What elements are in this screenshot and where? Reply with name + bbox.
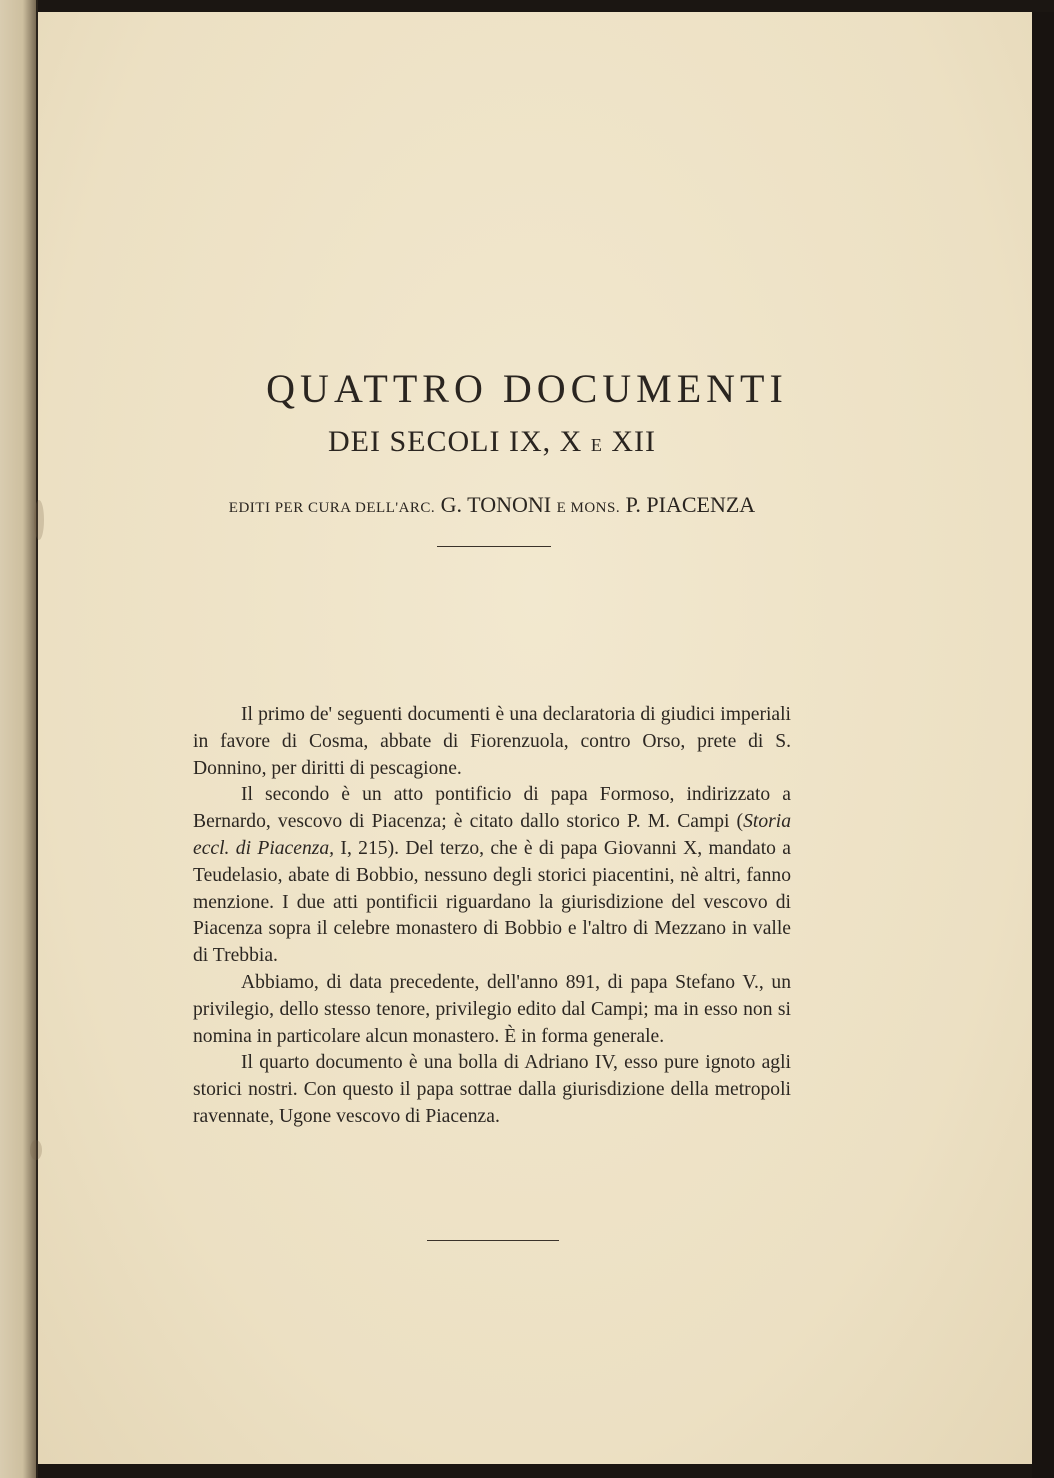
book-gutter bbox=[0, 0, 38, 1478]
document-title: QUATTRO DOCUMENTI bbox=[266, 366, 788, 411]
paragraph-2-end: I, 215). Del terzo, che è di papa Giovanni X, mandato a Teudelasio, abate di Bobbio, nessuno degli storici piacentini, nè altri, fanno menzione. I due atti pontificii riguardano la giurisdizione del vescovo di Piacenza sopra il celebre monastero di Bobbio e l'altro di Mezzano in valle di Trebbia. bbox=[193, 837, 791, 967]
editors-part3: E MONS. bbox=[556, 500, 621, 516]
subtitle-conjunction: E bbox=[590, 435, 603, 455]
paragraph-2 bbox=[193, 782, 791, 970]
subtitle-prefix: DEI SECOLI IX, X bbox=[328, 425, 583, 458]
editors-line bbox=[0, 492, 984, 518]
paragraph-3: Abbiamo, di data precedente, dell'anno 891, di papa Stefano V., un privilegio, dello stesso tenore, privilegio edito dal Campi; ma in esso non si nomina in particolare alcun monastero. È in forma generale. bbox=[193, 971, 791, 1047]
page-right-edge bbox=[1032, 12, 1054, 1478]
divider-rule-top bbox=[437, 546, 551, 547]
paragraph-1: Il primo de' seguenti documenti è una declaratoria di giudici imperiali in favore di Cosma, abbate di Fiorenzuola, contro Orso, prete di S. Donnino, per diritti di pescagione. bbox=[193, 704, 791, 779]
document-subtitle bbox=[0, 425, 984, 459]
binding-stain bbox=[30, 1140, 42, 1160]
subtitle-suffix: XII bbox=[611, 425, 656, 458]
editors-part2: G. TONONI bbox=[440, 492, 552, 517]
body-text bbox=[193, 702, 791, 1131]
editors-part1: EDITI PER CURA DELL'ARC. bbox=[228, 500, 436, 516]
divider-rule-bottom bbox=[427, 1240, 559, 1241]
paragraph-4: Il quarto documento è una bolla di Adriano IV, esso pure ignoto agli storici nostri. Con questo il papa sottrae dalla giurisdizione della metropoli ravennate, Ugone vescovo di Piacenza. bbox=[193, 1052, 791, 1127]
editors-part4: P. PIACENZA bbox=[625, 492, 756, 517]
paragraph-2-start: Il secondo è un atto pontificio di papa Formoso, indirizzato a Bernardo, vescovo di Piacenza; è citato dallo storico P. M. Campi ( bbox=[193, 784, 791, 833]
citation-title: Storia eccl. di Piacenza, bbox=[193, 811, 791, 859]
